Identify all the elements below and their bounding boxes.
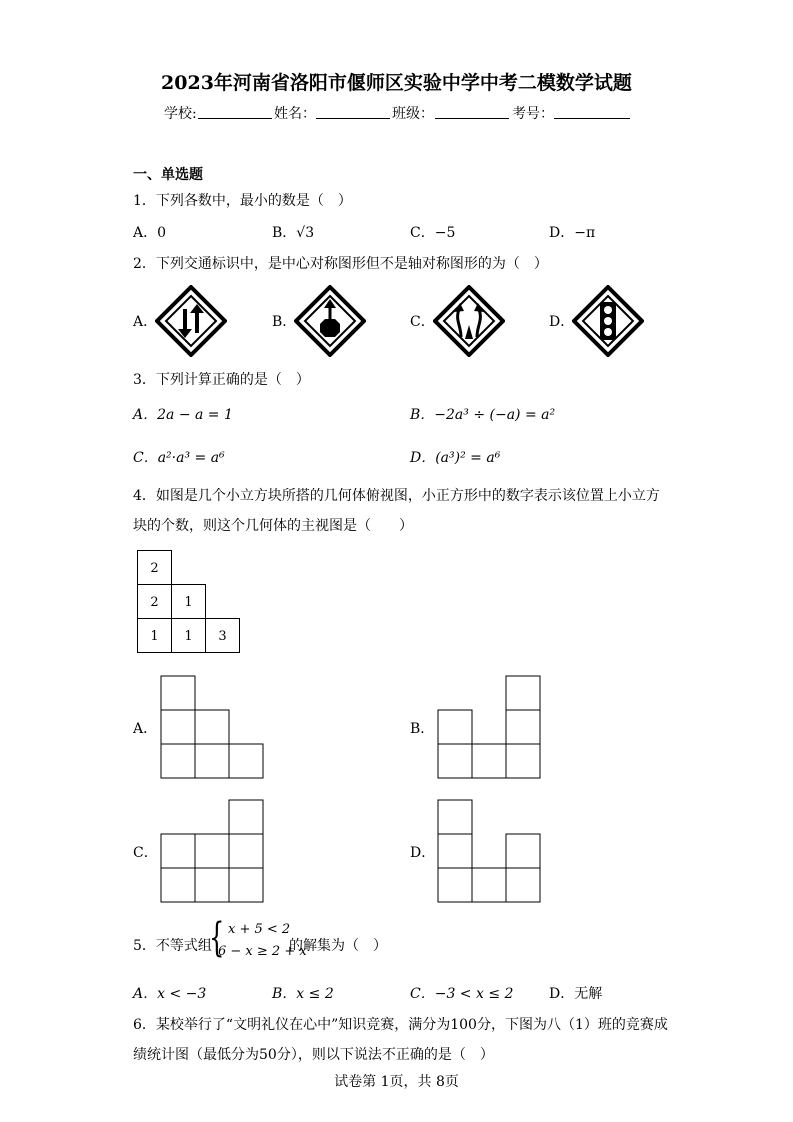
page-title: 2023年河南省洛阳市偃师区实验中学中考二模数学试题	[161, 72, 632, 94]
q2-option-d: D．	[549, 314, 575, 330]
q3-option-b: B．−2a³ ÷ (−a) = a²	[410, 407, 556, 423]
q5-brace: {	[209, 915, 225, 961]
q5-option-a: A．x < −3	[133, 986, 207, 1002]
q3-stem: 3．下列计算正确的是（ ）	[133, 372, 310, 388]
top-view-cell: 2	[137, 584, 172, 619]
q1-stem: 1．下列各数中，最小的数是（ ）	[133, 193, 352, 209]
top-view-cell: 1	[171, 618, 206, 653]
top-view-cell: 1	[171, 584, 206, 619]
q1-option-b: B．√3	[272, 225, 315, 241]
q4-option-b: B．	[410, 721, 435, 737]
top-view-cell: 1	[137, 618, 172, 653]
traffic-light-sign-icon	[572, 285, 644, 357]
page-footer: 试卷第 1页，共 8页	[334, 1074, 459, 1090]
q5-option-c: C．−3 < x ≤ 2	[410, 986, 514, 1002]
q2-stem: 2．下列交通标识中，是中心对称图形但不是轴对称图形的为（ ）	[133, 256, 548, 272]
q4-stem-line1: 4．如图是几个小立方块所搭的几何体俯视图，小正方形中的数字表示该位置上小立方	[133, 488, 660, 504]
q5-inequality-2: 6 − x ≥ 2 + x	[218, 944, 307, 959]
top-view-cell: 2	[137, 550, 172, 585]
q2-option-a: A．	[133, 314, 158, 330]
q3-option-d: D．(a³)² = a⁶	[410, 450, 501, 466]
q2-option-b: B．	[272, 314, 297, 330]
q1-option-a: A．0	[133, 225, 167, 241]
q4-option-c-figure	[160, 799, 266, 903]
q4-option-d: D．	[410, 845, 436, 861]
q5-option-b: B．x ≤ 2	[272, 986, 334, 1002]
school-label: 学校:	[164, 106, 197, 122]
q4-option-a-figure	[160, 675, 266, 779]
q6-stem-line2: 绩统计图（最低分为50分），则以下说法不正确的是（ ）	[133, 1047, 494, 1063]
name-blank	[316, 118, 390, 119]
q1-option-c: C．−5	[410, 225, 456, 241]
school-blank	[198, 118, 272, 119]
q5-inequality-1: x + 5 < 2	[228, 922, 291, 937]
two-way-arrows-sign-icon	[155, 285, 227, 357]
q3-option-c: C．a²·a³ = a⁶	[133, 450, 225, 466]
q6-stem-line1: 6．某校举行了“文明礼仪在心中”知识竞赛，满分为100分，下图为八（1）班的竞赛成	[133, 1017, 668, 1033]
q5-suffix: 的解集为（ ）	[289, 938, 387, 954]
q4-stem-line2: 块的个数，则这个几何体的主视图是（ ）	[133, 518, 413, 534]
class-label: 班级：	[392, 106, 434, 122]
top-view-cell: 3	[205, 618, 240, 653]
q4-option-c: C．	[133, 845, 158, 861]
exam-number-label: 考号：	[512, 106, 554, 122]
q5-prefix: 5．不等式组	[133, 938, 212, 954]
exam-number-blank	[554, 118, 630, 119]
q4-option-b-figure	[437, 675, 543, 779]
q4-option-a: A．	[133, 721, 158, 737]
q4-option-d-figure	[437, 799, 543, 903]
q1-option-d: D．−π	[549, 225, 596, 241]
q3-option-a: A．2a − a = 1	[133, 407, 233, 423]
section-heading: 一、单选题	[133, 167, 203, 183]
name-label: 姓名：	[274, 106, 316, 122]
q2-option-c: C．	[410, 314, 435, 330]
q5-option-d: D．无解	[549, 986, 603, 1002]
merging-roads-sign-icon	[433, 285, 505, 357]
straight-to-stop-sign-icon	[294, 285, 366, 357]
class-blank	[435, 118, 509, 119]
